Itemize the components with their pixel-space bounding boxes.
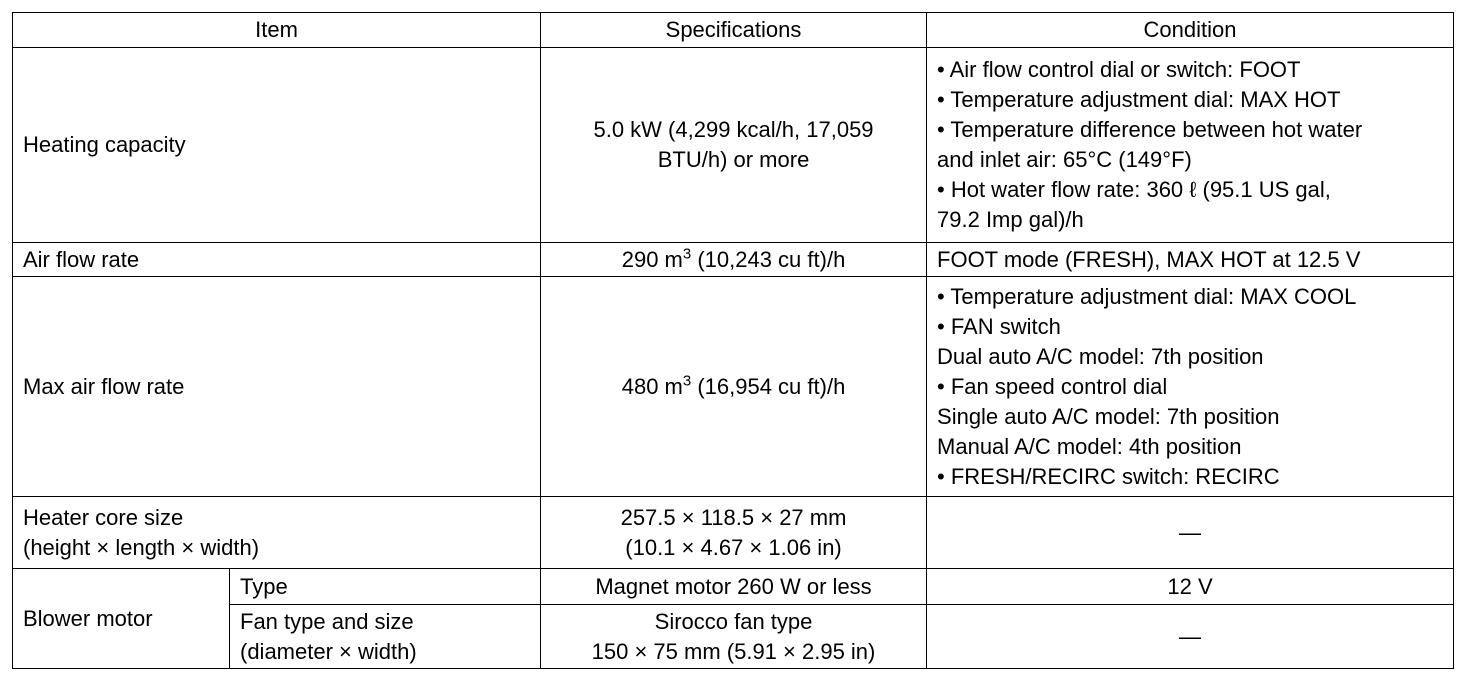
specifications-table [12,12,1454,669]
maxairflow-condition [927,277,1454,497]
airflow-spec-sup: 3 [682,245,692,263]
heatercore-spec-line-2: (10.1 × 4.67 × 1.06 in) [625,534,842,560]
blower-fan-label-line-2: (diameter × width) [240,638,417,664]
airflow-condition: FOOT mode (FRESH), MAX HOT at 12.5 V [927,243,1454,277]
row-blower-fan [13,605,1454,669]
maxairflow-spec-pre: 480 m [621,373,683,399]
header-specifications: Specifications [541,13,927,48]
blower-fan-condition: — [927,605,1454,669]
heating-cond-line-2: • Temperature adjustment dial: MAX HOT [937,87,1341,112]
heating-cond-line-1: • Air flow control dial or switch: FOOT [937,57,1301,82]
maxairflow-spec-post: (16,954 cu ft)/h [691,373,846,399]
maxairflow-cond-line-6: Manual A/C model: 4th position [937,433,1242,459]
maxairflow-cond-line-2: • FAN switch [937,313,1061,339]
heating-item: Heating capacity [13,48,541,243]
airflow-spec-pre: 290 m [621,246,683,272]
header-row [13,13,1454,48]
row-air-flow-rate [13,243,1454,277]
blower-fan-spec [541,605,927,669]
heatercore-spec-line-1: 257.5 × 118.5 × 27 mm [620,504,847,530]
airflow-item: Air flow rate [13,243,541,277]
row-heating-capacity [13,48,1454,243]
blower-type-condition: 12 V [927,569,1454,605]
maxairflow-spec-sup: 3 [682,372,692,390]
blower-type-label: Type [230,569,541,605]
maxairflow-cond-line-4: • Fan speed control dial [937,373,1168,399]
heating-cond-line-6: 79.2 Imp gal)/h [937,207,1084,232]
maxairflow-spec [541,277,927,497]
airflow-spec-post: (10,243 cu ft)/h [691,246,846,272]
maxairflow-cond-line-5: Single auto A/C model: 7th position [937,403,1280,429]
heatercore-item-line-2: (height × length × width) [23,534,260,560]
maxairflow-cond-line-7: • FRESH/RECIRC switch: RECIRC [937,463,1280,489]
row-heater-core-size [13,497,1454,569]
blower-fan-spec-line-1: Sirocco fan type [654,608,813,634]
heating-cond-line-4: and inlet air: 65°C (149°F) [937,147,1192,172]
airflow-spec [541,243,927,277]
header-item: Item [13,13,541,48]
blower-fan-label-line-1: Fan type and size [240,608,414,634]
heating-condition [927,48,1454,243]
heating-cond-line-5: • Hot water flow rate: 360 ℓ (95.1 US gal, [937,177,1331,202]
maxairflow-cond-line-3: Dual auto A/C model: 7th position [937,343,1264,369]
blower-fan-spec-line-2: 150 × 75 mm (5.91 × 2.95 in) [591,638,876,664]
maxairflow-item: Max air flow rate [13,277,541,497]
row-max-air-flow-rate [13,277,1454,497]
heatercore-condition: — [927,497,1454,569]
blower-type-spec: Magnet motor 260 W or less [541,569,927,605]
heating-spec-line-2: BTU/h) or more [657,147,810,172]
blower-item: Blower motor [13,569,230,669]
heatercore-item-line-1: Heater core size [23,504,184,530]
blower-fan-label [230,605,541,669]
heating-spec-line-1: 5.0 kW (4,299 kcal/h, 17,059 [593,117,874,142]
maxairflow-cond-line-1: • Temperature adjustment dial: MAX COOL [937,283,1357,309]
header-condition: Condition [927,13,1454,48]
row-blower-type [13,569,1454,605]
heatercore-item [13,497,541,569]
heating-spec [541,48,927,243]
heatercore-spec [541,497,927,569]
heating-cond-line-3: • Temperature difference between hot water [937,117,1363,142]
